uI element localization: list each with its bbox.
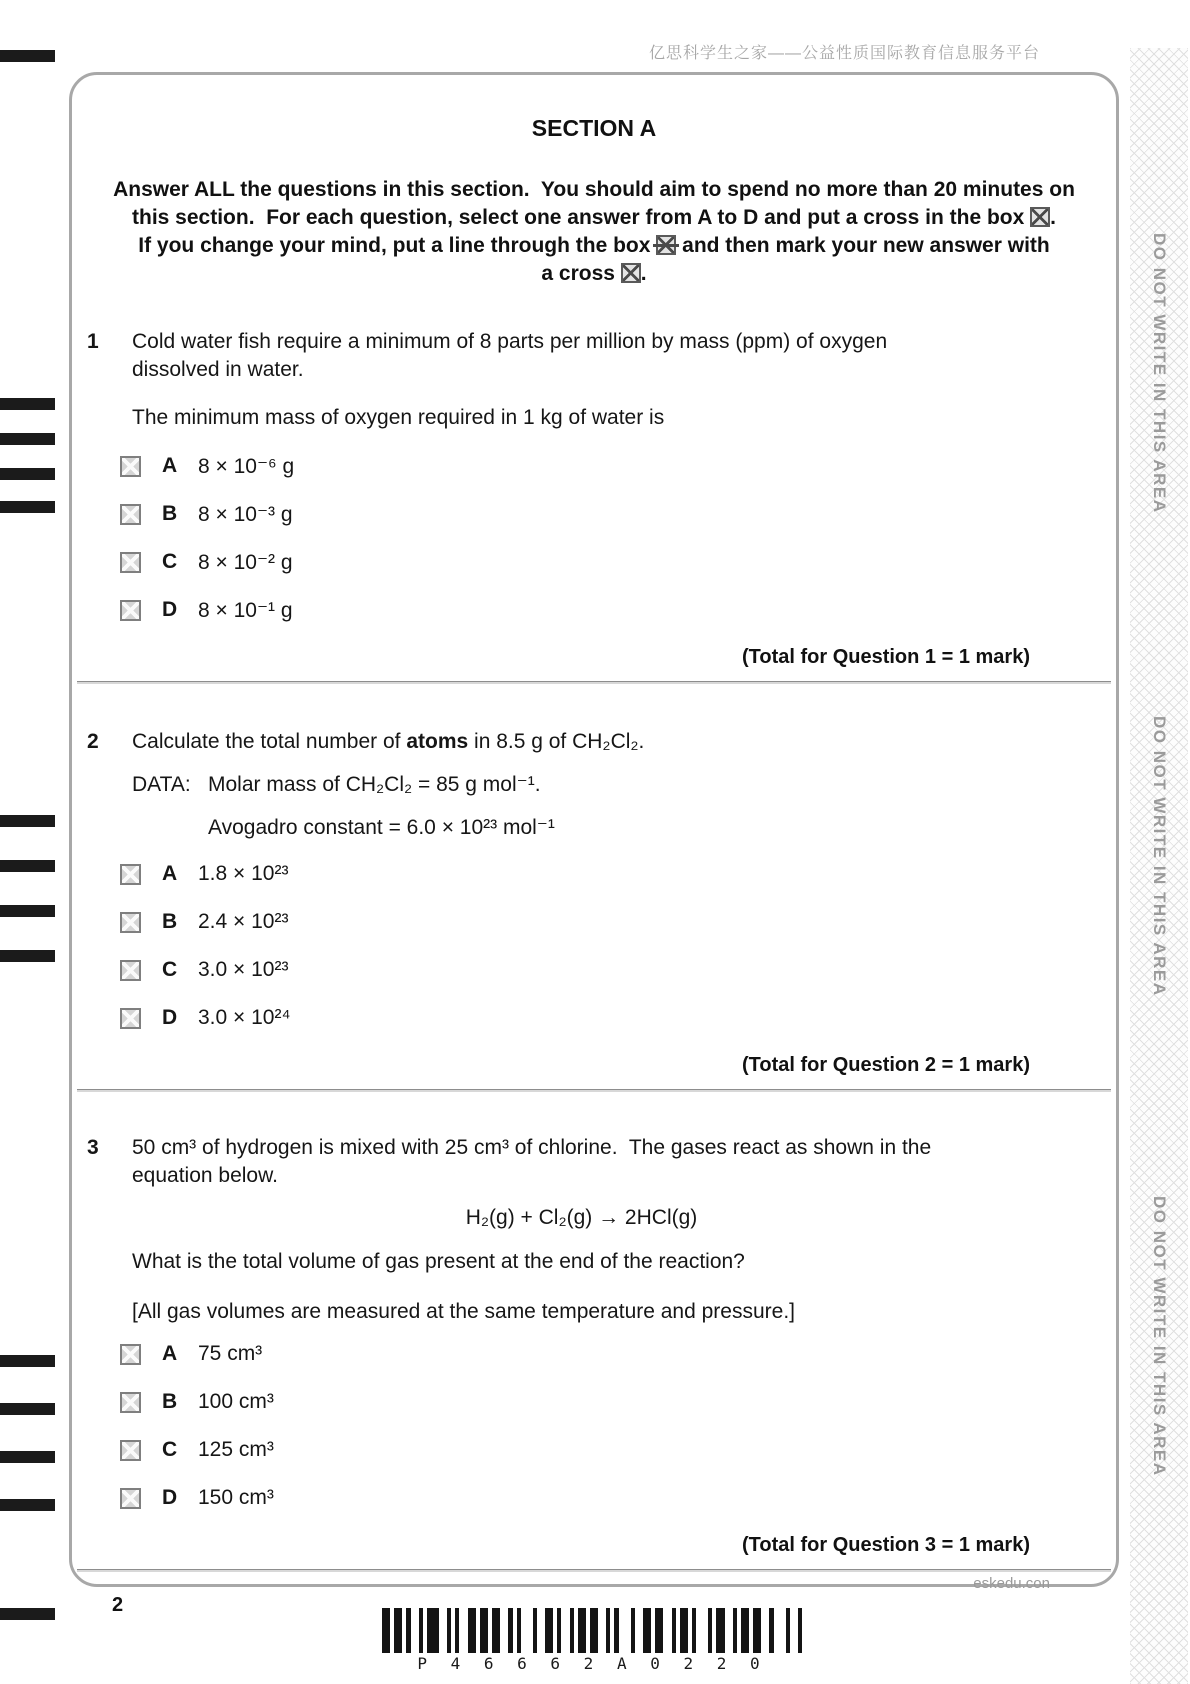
question-total: (Total for Question 3 = 1 mark)	[741, 1534, 1030, 1556]
option-text: 8 × 10⁻² g	[198, 550, 293, 574]
binding-mark	[0, 398, 55, 410]
option-letter: A	[162, 1342, 178, 1365]
answer-checkbox[interactable]	[120, 456, 141, 477]
question-2	[72, 728, 1116, 1030]
answer-checkbox[interactable]	[120, 960, 141, 981]
binding-mark	[0, 1355, 55, 1367]
option-text: 8 × 10⁻³ g	[198, 502, 293, 526]
option-letter: B	[162, 1390, 178, 1413]
option-text: 1.8 × 10²³	[198, 862, 289, 885]
data-line: Avogadro constant = 6.0 × 10²³ mol⁻¹	[208, 816, 555, 839]
section-instructions: Answer ALL the questions in this section. You should aim to spend no more than 20 minutes on this section. For each question, select one answer from A to D and put a cross in the box . If you change your mind, put a line through the box and then mark your new answer with a cross .	[113, 178, 1075, 285]
binding-mark	[0, 905, 55, 917]
answer-option-row	[120, 502, 1031, 526]
binding-mark	[0, 468, 55, 480]
question-3	[72, 1134, 1116, 1510]
option-text: 75 cm³	[198, 1342, 263, 1365]
barcode-bars	[382, 1608, 802, 1653]
option-text: 2.4 × 10²³	[198, 910, 289, 933]
data-line	[132, 771, 1031, 799]
site-watermark-header: 亿思科学生之家——公益性质国际教育信息服务平台	[648, 45, 1040, 62]
answer-option-row	[120, 1390, 1031, 1414]
answer-option-row	[120, 1486, 1031, 1510]
question-text: Calculate the total number of atoms in 8.5 g of CH₂Cl₂.	[132, 730, 645, 753]
option-letter: D	[162, 1486, 178, 1509]
barcode-text: P 4 6 6 6 2 A 0 2 2 0	[417, 1654, 767, 1673]
answer-checkbox[interactable]	[120, 552, 141, 573]
binding-mark	[0, 433, 55, 445]
question-note: [All gas volumes are measured at the same temperature and pressure.]	[132, 1300, 795, 1323]
answer-checkbox[interactable]	[120, 1008, 141, 1029]
question-number: 2	[87, 730, 99, 753]
binding-mark	[0, 860, 55, 872]
option-letter: C	[162, 550, 178, 573]
answer-checkbox[interactable]	[120, 1488, 141, 1509]
answer-option-row	[120, 550, 1031, 574]
question-text: 50 cm³ of hydrogen is mixed with 25 cm³ of chlorine. The gases react as shown in the equation below.	[132, 1136, 932, 1187]
question-1	[72, 328, 1116, 622]
question-text: Cold water fish require a minimum of 8 parts per million by mass (ppm) of oxygen dissolved in water.	[132, 330, 888, 381]
option-text: 100 cm³	[198, 1390, 274, 1413]
option-letter: D	[162, 1006, 178, 1029]
cross-box-icon	[1030, 207, 1050, 227]
question-number: 1	[87, 330, 99, 353]
option-text: 8 × 10⁻⁶ g	[198, 454, 295, 478]
answer-checkbox[interactable]	[120, 504, 141, 525]
barcode	[382, 1608, 802, 1673]
section-title: SECTION A	[531, 115, 657, 141]
option-text: 3.0 × 10²⁴	[198, 1006, 291, 1029]
binding-mark	[0, 1451, 55, 1463]
answer-checkbox[interactable]	[120, 600, 141, 621]
do-not-write-margin-strip	[1130, 48, 1188, 1684]
option-letter: C	[162, 958, 178, 981]
binding-mark	[0, 50, 55, 62]
do-not-write-text: DO NOT WRITE IN THIS AREA	[1150, 1196, 1169, 1477]
binding-mark	[0, 1499, 55, 1511]
binding-mark	[0, 1403, 55, 1415]
option-text: 125 cm³	[198, 1438, 274, 1461]
binding-mark	[0, 501, 55, 513]
question-divider	[77, 681, 1111, 684]
question-total: (Total for Question 2 = 1 mark)	[741, 1054, 1030, 1076]
data-label: DATA:	[132, 773, 191, 796]
question-divider	[77, 1569, 1111, 1572]
site-credit: eskedu.con	[973, 1575, 1050, 1592]
instructions-line3: If you change your mind, put a line through the box	[138, 234, 651, 257]
exam-page-frame	[69, 72, 1119, 1592]
question-number: 3	[87, 1136, 99, 1159]
option-text: 8 × 10⁻¹ g	[198, 598, 293, 622]
binding-mark	[0, 950, 55, 962]
answer-option-row	[120, 454, 1031, 478]
instructions-line4: a cross	[541, 262, 615, 285]
cross-box-strikethrough-icon	[656, 235, 676, 255]
answer-option-row	[120, 1438, 1031, 1462]
option-letter: B	[162, 502, 178, 525]
option-letter: A	[162, 862, 178, 885]
binding-mark	[0, 1608, 55, 1620]
answer-option-row	[120, 1342, 1031, 1366]
answer-checkbox[interactable]	[120, 1392, 141, 1413]
option-text: 3.0 × 10²³	[198, 958, 289, 981]
answer-checkbox[interactable]	[120, 1440, 141, 1461]
answer-option-row	[120, 1006, 1031, 1030]
chemical-equation: H₂(g) + Cl₂(g) → 2HCl(g)	[465, 1206, 698, 1229]
question-text: What is the total volume of gas present at the end of the reaction?	[132, 1250, 745, 1273]
question-divider	[77, 1089, 1111, 1092]
answer-checkbox[interactable]	[120, 864, 141, 885]
do-not-write-text: DO NOT WRITE IN THIS AREA	[1150, 233, 1169, 514]
do-not-write-text: DO NOT WRITE IN THIS AREA	[1150, 716, 1169, 997]
answer-option-row	[120, 910, 1031, 934]
answer-checkbox[interactable]	[120, 912, 141, 933]
option-letter: D	[162, 598, 178, 621]
answer-option-row	[120, 958, 1031, 982]
question-text: The minimum mass of oxygen required in 1 kg of water is	[132, 406, 665, 429]
option-text: 150 cm³	[198, 1486, 274, 1509]
answer-option-row	[120, 598, 1031, 622]
cross-box-icon	[621, 263, 641, 283]
data-value: Molar mass of CH₂Cl₂ = 85 g mol⁻¹.	[208, 773, 541, 796]
option-letter: B	[162, 910, 178, 933]
option-letter: C	[162, 1438, 178, 1461]
page-number: 2	[112, 1594, 124, 1616]
question-total: (Total for Question 1 = 1 mark)	[741, 646, 1030, 668]
instructions-line1: Answer ALL the questions in this section. You should aim to spend no more than 20 minutes on	[113, 178, 1075, 201]
option-letter: A	[162, 454, 178, 477]
answer-option-row	[120, 862, 1031, 886]
answer-checkbox[interactable]	[120, 1344, 141, 1365]
binding-mark	[0, 815, 55, 827]
instructions-line2: this section. For each question, select one answer from A to D and put a cross in the box	[132, 206, 1025, 229]
